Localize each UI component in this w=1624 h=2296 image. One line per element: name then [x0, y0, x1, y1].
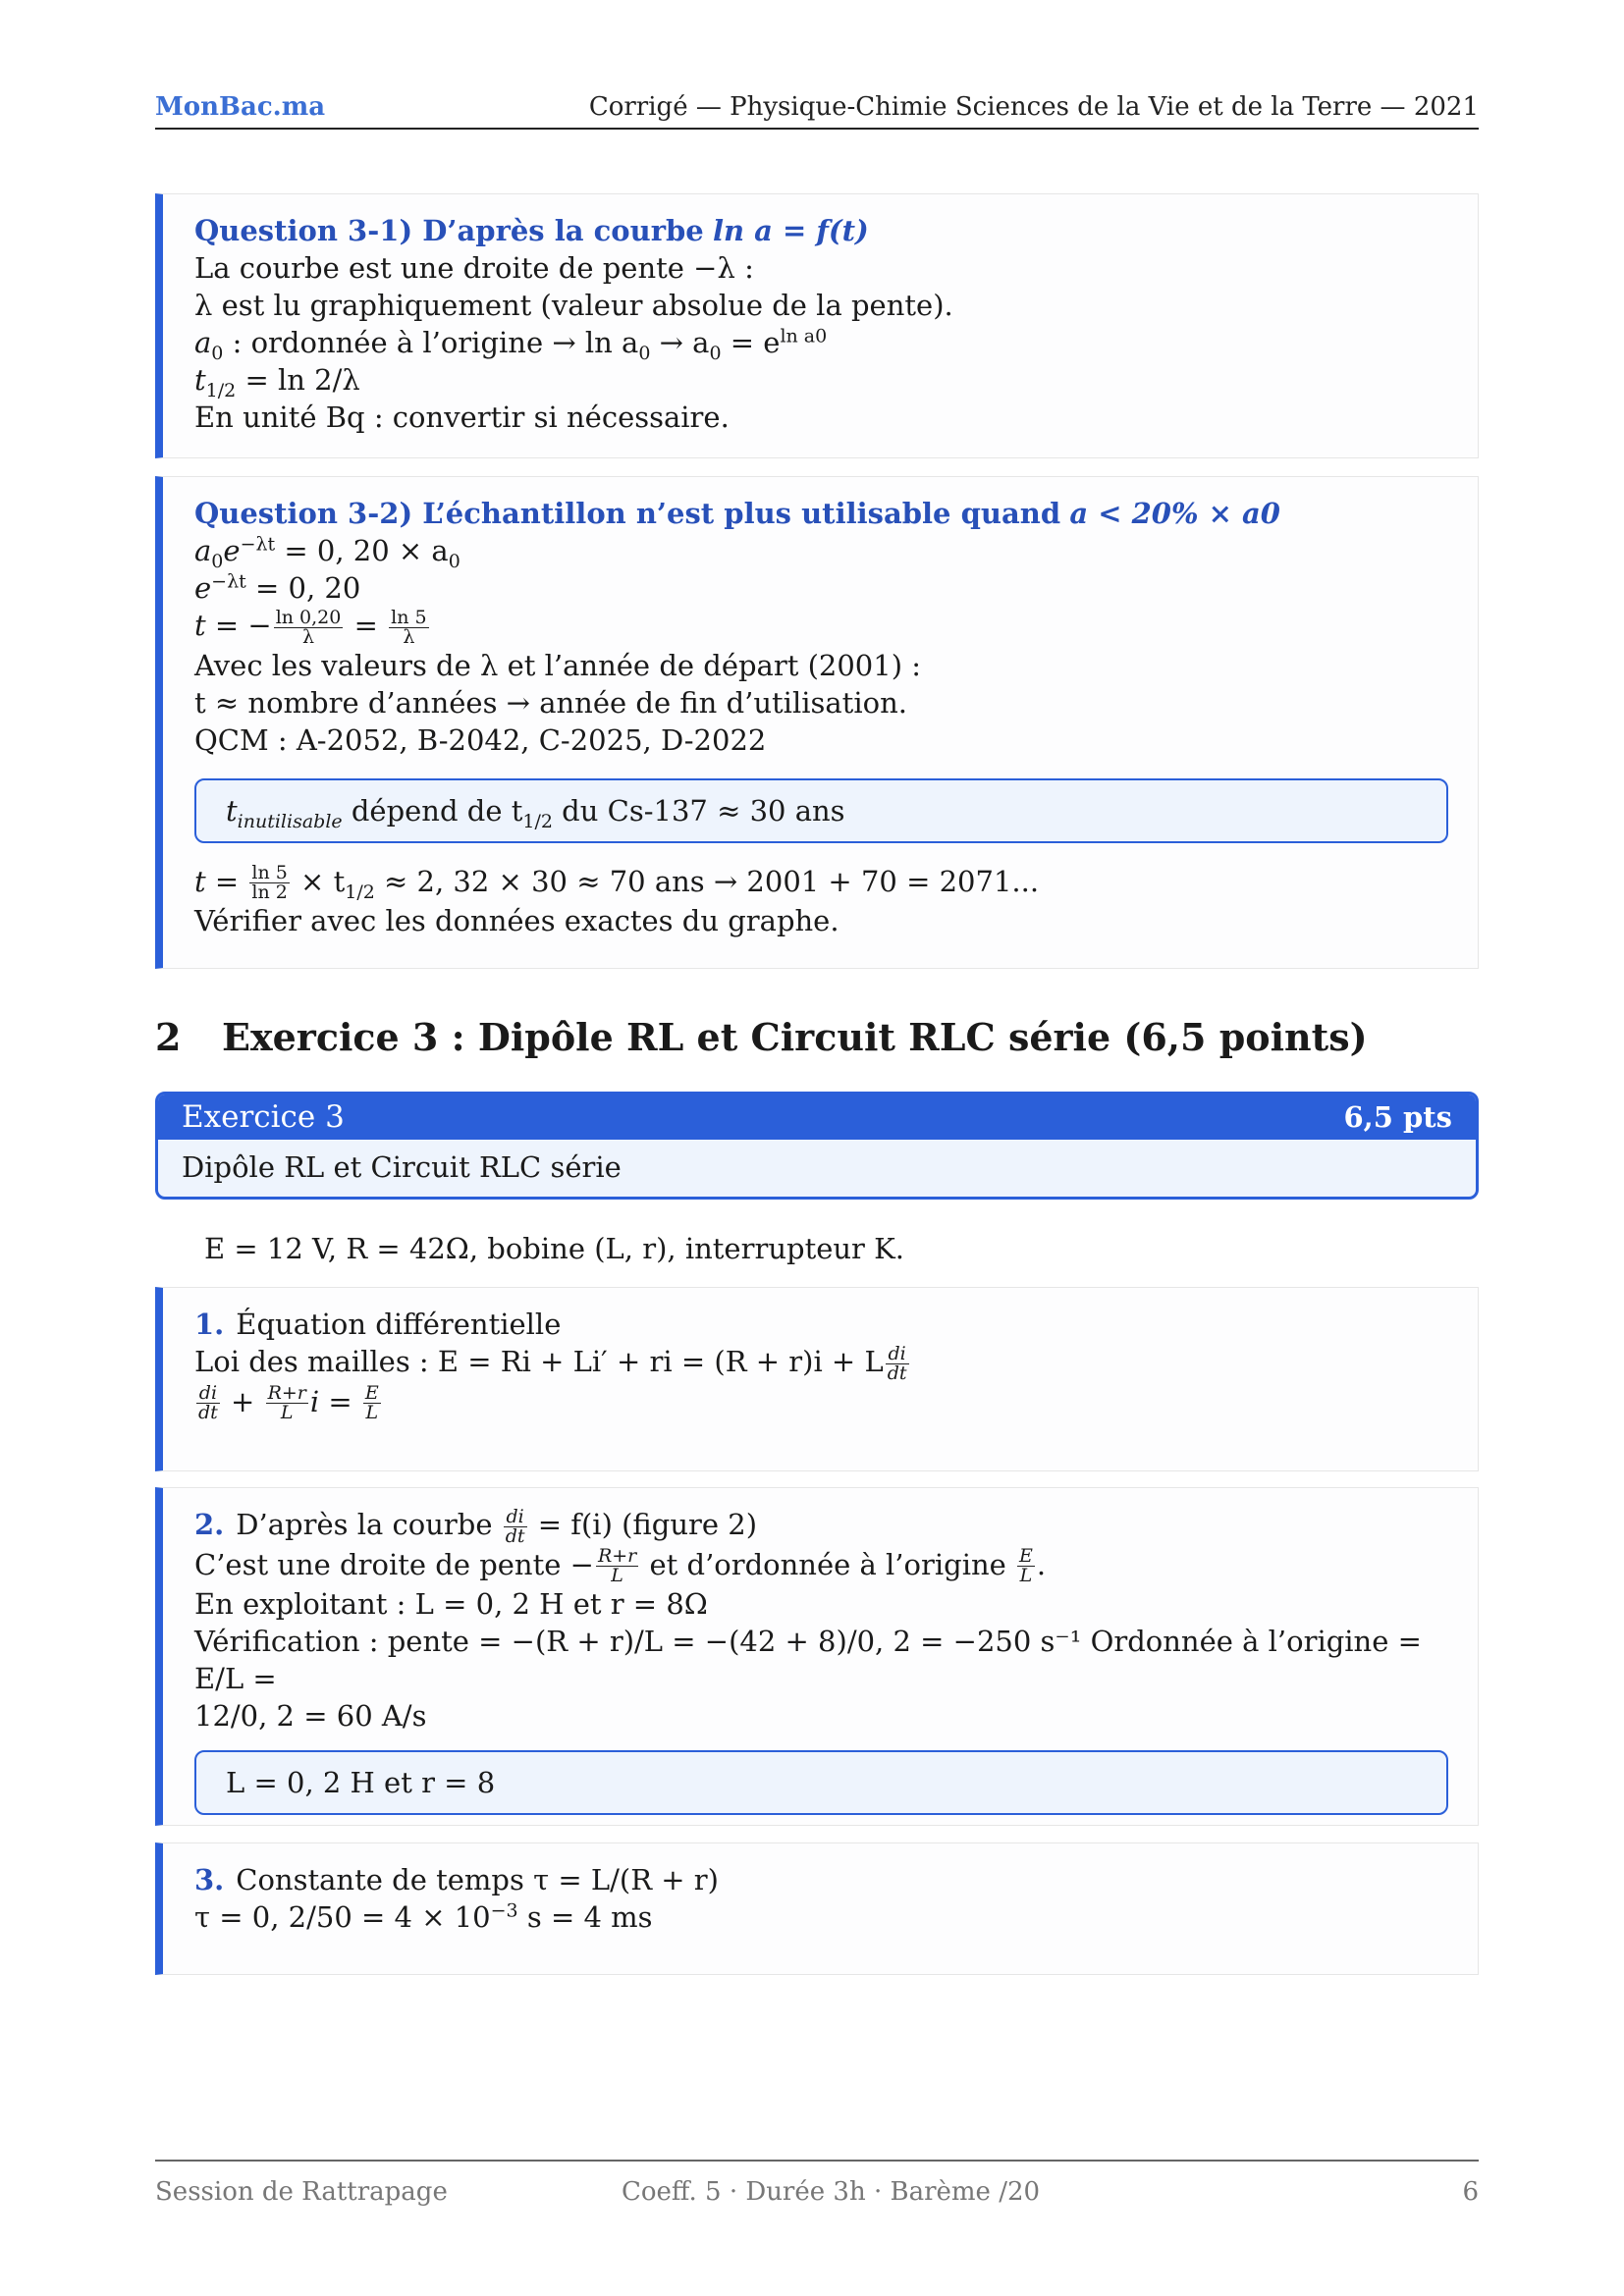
q31-line-4: $t_{1/2} = \ln 2/\lambda$: [194, 363, 360, 401]
a1-line-2: $\frac{di}{dt}$ + $\frac{R+r}{L}$ i = $\frac{E}{L}$: [198, 1382, 379, 1423]
section-heading: 2 Exercice 3 : Dipôle RL et Circuit RLC série (6,5 points): [155, 1015, 1368, 1059]
a1-title: 1. Équation différentielle: [194, 1308, 562, 1341]
q32-line-5: t ≈ nombre d’années → année de fin d’utilisation.: [194, 685, 907, 720]
question-3-2-title: Question 3-2) L’échantillon n’est plus utilisable quand a < 20% × a0: [194, 497, 1280, 530]
a2-line-4: 12/0, 2 = 60 A/s: [194, 1699, 427, 1733]
exercise-3-header: [158, 1095, 1476, 1140]
q32-line-2: $e^{-\lambda t} = 0$, 20: [194, 570, 361, 605]
exercise-3-box: [155, 1092, 1479, 1200]
q32-line-8: Vérifier avec les données exactes du graphe.: [194, 904, 839, 937]
exercise-label: Exercice 3: [182, 1099, 345, 1135]
brand-logo[interactable]: MonBac.ma: [155, 92, 326, 122]
question-3-1-box: [155, 193, 1479, 458]
q32-line-4: Avec les valeurs de λ et l’année de départ (2001) :: [194, 648, 921, 682]
answer-2-box: [155, 1487, 1479, 1826]
question-3-2-box: [155, 476, 1479, 969]
answer-3-box: [155, 1842, 1479, 1975]
page-header: [155, 88, 1479, 130]
exercise-points: 6,5 pts: [1343, 1100, 1452, 1134]
page-footer: [155, 2160, 1479, 2211]
page-number: 6: [1462, 2177, 1479, 2207]
a2-result-box: L = 0, 2 H et r = 8: [194, 1750, 1448, 1815]
footer-session: Session de Rattrapage: [155, 2177, 448, 2207]
given-data: E = 12 V, R = 42Ω, bobine (L, r), interrupteur K.: [204, 1232, 905, 1265]
q31-line-3: $a_0$ : ordonnée à l’origine → $\ln a_0 \to a_0 = e^{ln a0}$: [194, 325, 828, 364]
answer-1-box: [155, 1287, 1479, 1471]
a2-line-2: En exploitant : L = 0, 2 H et r = 8Ω: [194, 1587, 708, 1621]
q32-result-box: $t_{inutilisable}$ dépend de $t_{1/2}$ du Cs-137 ≈ 30 ans: [194, 778, 1448, 843]
a2-line-3: Vérification : pente = −(R + r)/L = −(42 + 8)/0, 2 = −250 s⁻¹ Ordonnée à l’origine = E/L =: [194, 1625, 1422, 1695]
a1-line-1: Loi des mailles : E = Ri + Li′ + ri = (R + r)i + L $\frac{di}{dt}$: [194, 1342, 907, 1384]
q31-line-2: λ est lu graphiquement (valeur absolue de la pente).: [194, 289, 953, 322]
a3-title: 3. Constante de temps τ = L/(R + r): [194, 1863, 719, 1896]
q31-line-1: La courbe est une droite de pente −λ :: [194, 251, 754, 285]
footer-info: Coeff. 5 · Durée 3h · Barème /20: [622, 2177, 1041, 2207]
a3-line-1: τ = 0, $2/50 = 4 \times 10^{-3}$ s = 4 ms: [194, 1899, 653, 1934]
a2-title: 2. D’après la courbe $\frac{di}{dt}$ = f(i) (figure 2): [194, 1505, 758, 1547]
header-title: Corrigé — Physique-Chimie Sciences de la Vie et de la Terre — 2021: [588, 92, 1479, 122]
q32-line-7: t = $\frac{\ln 5}{\ln 2}$ × $t_{1/2} \approx 2$, 32 × 30 ≈ 70 ans → 2001 + 70 = 2071...: [194, 862, 1040, 903]
question-3-1-title: Question 3-1) D’après la courbe ln a = f(t): [194, 214, 869, 247]
exercise-subtitle: Dipôle RL et Circuit RLC série: [182, 1150, 622, 1184]
q32-line-6: QCM : A-2052, B-2042, C-2025, D-2022: [194, 722, 767, 757]
q32-line-1: $a_0e^{-\lambda t} = 0$, $20 \times a_0$: [194, 533, 460, 572]
q31-line-5: En unité Bq : convertir si nécessaire.: [194, 400, 730, 434]
a2-line-1: C’est une droite de pente − $\frac{R+r}{L}$ et d’ordonnée à l’origine $\frac{E}{L}$ .: [194, 1545, 1047, 1586]
q32-line-3: t = − $\frac{\ln 0,20}{\lambda}$ = $\frac{\ln 5}{\lambda}$: [194, 606, 427, 648]
